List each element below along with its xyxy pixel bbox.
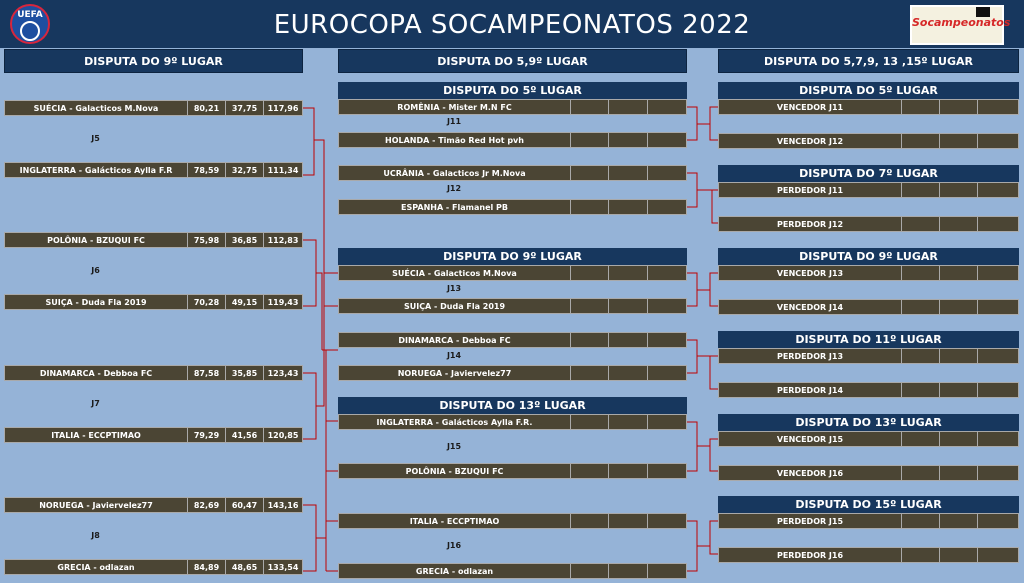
score-cell — [977, 547, 1019, 563]
score-2: 35,85 — [225, 365, 263, 381]
team-name: NORUEGA - Javiervelez77 — [338, 365, 570, 381]
score-cell — [939, 299, 977, 315]
team-name: VENCEDOR J16 — [718, 465, 901, 481]
section-title: DISPUTA DO 7º LUGAR — [718, 165, 1019, 182]
connector-j5 — [303, 108, 314, 175]
score-1: 87,58 — [187, 365, 225, 381]
team-row — [718, 431, 1019, 447]
match-j13 — [338, 265, 687, 314]
team-row — [338, 563, 687, 579]
score-cell — [608, 563, 647, 579]
team-row — [4, 497, 303, 513]
score-cell — [608, 199, 647, 215]
section-title: DISPUTA DO 15º LUGAR — [718, 496, 1019, 513]
score-2: 37,75 — [225, 100, 263, 116]
score-cell — [977, 182, 1019, 198]
score-total: 119,43 — [263, 294, 303, 310]
spacer — [718, 281, 1019, 299]
left-column-header: DISPUTA DO 9º LUGAR — [4, 49, 303, 73]
team-name: SUÉCIA - Galacticos M.Nova — [338, 265, 570, 281]
score-cell — [901, 99, 939, 115]
connector-j7 — [303, 373, 316, 439]
score-cell — [570, 165, 608, 181]
team-name: POLÔNIA - BZUQUI FC — [338, 463, 570, 479]
team-name: PERDEDOR J12 — [718, 216, 901, 232]
team-row — [338, 414, 687, 430]
score-cell — [939, 465, 977, 481]
team-name: GRECIA - odlazan — [4, 559, 187, 575]
score-cell — [939, 216, 977, 232]
section-title: DISPUTA DO 5º LUGAR — [718, 82, 1019, 99]
score-cell — [977, 216, 1019, 232]
team-name: ROMÊNIA - Mister M.N FC — [338, 99, 570, 115]
page-title: EUROCOPA SOCAMPEONATOS 2022 — [273, 10, 751, 40]
final-9th-place — [718, 248, 1019, 315]
connector-j15 — [687, 422, 697, 471]
connector-j16-out — [697, 521, 718, 554]
score-cell — [647, 265, 687, 281]
match-label: J11 — [446, 117, 462, 126]
score-cell — [608, 99, 647, 115]
team-row — [4, 294, 303, 310]
score-cell — [901, 216, 939, 232]
match-j12 — [338, 165, 687, 215]
score-cell — [939, 99, 977, 115]
spacer — [718, 198, 1019, 216]
score-cell — [647, 365, 687, 381]
team-name: PERDEDOR J13 — [718, 348, 901, 364]
match-j16 — [338, 513, 687, 579]
match-label: J5 — [91, 134, 100, 143]
team-name: VENCEDOR J14 — [718, 299, 901, 315]
score-2: 36,85 — [225, 232, 263, 248]
score-cell — [977, 348, 1019, 364]
team-row — [338, 463, 687, 479]
team-row — [4, 162, 303, 178]
team-row — [4, 232, 303, 248]
match-label: J15 — [446, 442, 462, 451]
connector-j11-out — [697, 107, 718, 140]
final-15th-place — [718, 496, 1019, 563]
match-j15 — [338, 414, 687, 479]
match-label: J7 — [91, 399, 100, 408]
score-cell — [570, 298, 608, 314]
team-name: ITALIA - ECCPTIMAO — [338, 513, 570, 529]
team-name: PERDEDOR J16 — [718, 547, 901, 563]
match-label: J8 — [91, 531, 100, 540]
score-cell — [939, 133, 977, 149]
team-row — [718, 513, 1019, 529]
match-label: J16 — [446, 541, 462, 550]
team-row — [718, 348, 1019, 364]
score-cell — [901, 431, 939, 447]
score-cell — [570, 265, 608, 281]
score-cell — [939, 513, 977, 529]
team-row — [4, 100, 303, 116]
connector-j13-out — [697, 273, 718, 306]
team-name: INGLATERRA - Galácticos Aylla F.R. — [338, 414, 570, 430]
score-cell — [608, 265, 647, 281]
score-cell — [901, 547, 939, 563]
score-cell — [939, 265, 977, 281]
match-label: J12 — [446, 184, 462, 193]
connector-j13 — [687, 273, 697, 306]
connector-j12-out — [697, 190, 718, 223]
score-1: 70,28 — [187, 294, 225, 310]
section-title: DISPUTA DO 9º LUGAR — [338, 248, 687, 265]
team-row — [718, 265, 1019, 281]
team-row — [718, 465, 1019, 481]
score-cell — [901, 382, 939, 398]
score-cell — [939, 348, 977, 364]
score-cell — [977, 299, 1019, 315]
spacer — [718, 115, 1019, 133]
score-cell — [939, 547, 977, 563]
score-cell — [901, 465, 939, 481]
score-cell — [901, 299, 939, 315]
section-title: DISPUTA DO 13º LUGAR — [338, 397, 687, 414]
connector-j11 — [687, 107, 697, 140]
score-cell — [901, 265, 939, 281]
score-cell — [901, 348, 939, 364]
score-cell — [939, 382, 977, 398]
score-cell — [977, 265, 1019, 281]
connector-j6-out — [316, 273, 322, 350]
team-name: PERDEDOR J15 — [718, 513, 901, 529]
team-name: SUIÇA - Duda Fla 2019 — [338, 298, 570, 314]
team-name: POLÔNIA - BZUQUI FC — [4, 232, 187, 248]
team-name: INGLATERRA - Galácticos Aylla F.R — [4, 162, 187, 178]
score-cell — [570, 99, 608, 115]
score-total: 123,43 — [263, 365, 303, 381]
score-cell — [647, 298, 687, 314]
team-name: ITALIA - ECCPTIMAO — [4, 427, 187, 443]
team-row — [718, 547, 1019, 563]
score-cell — [901, 133, 939, 149]
score-total: 143,16 — [263, 497, 303, 513]
score-cell — [608, 513, 647, 529]
team-row — [718, 216, 1019, 232]
match-j14 — [338, 332, 687, 381]
team-name: VENCEDOR J11 — [718, 99, 901, 115]
connector-j6 — [303, 240, 316, 306]
score-2: 32,75 — [225, 162, 263, 178]
score-cell — [939, 182, 977, 198]
spacer — [718, 447, 1019, 465]
connector-j14-out — [697, 356, 718, 389]
team-name: VENCEDOR J12 — [718, 133, 901, 149]
score-1: 78,59 — [187, 162, 225, 178]
connector-j12 — [687, 173, 697, 207]
team-row — [338, 298, 687, 314]
team-row — [338, 99, 687, 115]
score-cell — [570, 332, 608, 348]
score-cell — [608, 414, 647, 430]
section-title: DISPUTA DO 13º LUGAR — [718, 414, 1019, 431]
team-name: PERDEDOR J14 — [718, 382, 901, 398]
score-cell — [608, 365, 647, 381]
connector-j8 — [303, 505, 316, 571]
team-row — [338, 332, 687, 348]
team-name: GRECIA - odlazan — [338, 563, 570, 579]
score-1: 79,29 — [187, 427, 225, 443]
score-cell — [647, 463, 687, 479]
team-name: NORUEGA - Javiervelez77 — [4, 497, 187, 513]
team-name: ESPANHA - Flamanel PB — [338, 199, 570, 215]
score-1: 84,89 — [187, 559, 225, 575]
team-row — [338, 265, 687, 281]
team-name: SUÉCIA - Galacticos M.Nova — [4, 100, 187, 116]
score-total: 117,96 — [263, 100, 303, 116]
score-cell — [901, 182, 939, 198]
team-name: HOLANDA - Timão Red Hot pvh — [338, 132, 570, 148]
match-label: J13 — [446, 284, 462, 293]
team-row — [338, 132, 687, 148]
middle-column-header: DISPUTA DO 5,9º LUGAR — [338, 49, 687, 73]
score-cell — [570, 199, 608, 215]
match-j7 — [4, 365, 303, 443]
connector-j15-out — [697, 439, 718, 471]
team-name: PERDEDOR J11 — [718, 182, 901, 198]
team-row — [718, 299, 1019, 315]
section-title: DISPUTA DO 9º LUGAR — [718, 248, 1019, 265]
score-total: 133,54 — [263, 559, 303, 575]
team-name: VENCEDOR J15 — [718, 431, 901, 447]
score-cell — [977, 133, 1019, 149]
team-row — [338, 365, 687, 381]
score-cell — [570, 132, 608, 148]
section-title: DISPUTA DO 11º LUGAR — [718, 331, 1019, 348]
score-cell — [608, 132, 647, 148]
team-row — [338, 165, 687, 181]
score-cell — [647, 132, 687, 148]
team-row — [718, 99, 1019, 115]
connector-j16 — [687, 521, 697, 571]
final-11th-place — [718, 331, 1019, 398]
team-row — [4, 427, 303, 443]
score-cell — [570, 563, 608, 579]
score-total: 111,34 — [263, 162, 303, 178]
score-total: 112,83 — [263, 232, 303, 248]
score-cell — [608, 165, 647, 181]
score-cell — [570, 463, 608, 479]
spacer — [718, 364, 1019, 382]
match-j5 — [4, 100, 303, 178]
team-row — [718, 382, 1019, 398]
team-name: UCRÂNIA - Galacticos Jr M.Nova — [338, 165, 570, 181]
score-2: 49,15 — [225, 294, 263, 310]
match-label: J14 — [446, 351, 462, 360]
score-2: 60,47 — [225, 497, 263, 513]
score-cell — [608, 463, 647, 479]
score-cell — [647, 99, 687, 115]
score-cell — [570, 414, 608, 430]
score-cell — [977, 513, 1019, 529]
score-cell — [647, 165, 687, 181]
team-row — [338, 199, 687, 215]
logo-text: Socampeonatos — [912, 16, 1011, 29]
score-1: 80,21 — [187, 100, 225, 116]
score-cell — [647, 513, 687, 529]
team-name: DINAMARCA - Debboa FC — [4, 365, 187, 381]
team-row — [4, 365, 303, 381]
team-name: DINAMARCA - Debboa FC — [338, 332, 570, 348]
team-row — [718, 182, 1019, 198]
score-cell — [647, 414, 687, 430]
score-cell — [977, 431, 1019, 447]
final-7th-place — [718, 165, 1019, 232]
team-row — [718, 133, 1019, 149]
score-cell — [570, 365, 608, 381]
match-j11 — [338, 99, 687, 148]
score-cell — [608, 332, 647, 348]
score-cell — [647, 332, 687, 348]
score-cell — [977, 465, 1019, 481]
score-cell — [647, 563, 687, 579]
score-cell — [939, 431, 977, 447]
team-row — [4, 559, 303, 575]
right-column-header: DISPUTA DO 5,7,9, 13 ,15º LUGAR — [718, 49, 1019, 73]
score-cell — [901, 513, 939, 529]
connector-j7-out — [316, 350, 324, 406]
score-cell — [608, 298, 647, 314]
score-cell — [570, 513, 608, 529]
final-13th-place — [718, 414, 1019, 481]
score-1: 82,69 — [187, 497, 225, 513]
match-j6 — [4, 232, 303, 310]
match-j8 — [4, 497, 303, 575]
uefa-logo-text: UEFA — [17, 10, 43, 20]
section-title: DISPUTA DO 5º LUGAR — [338, 82, 687, 99]
spacer — [718, 529, 1019, 547]
connector-j14 — [687, 340, 697, 373]
score-cell — [647, 199, 687, 215]
team-name: VENCEDOR J13 — [718, 265, 901, 281]
score-cell — [977, 99, 1019, 115]
match-label: J6 — [91, 266, 100, 275]
score-2: 48,65 — [225, 559, 263, 575]
score-cell — [977, 382, 1019, 398]
team-row — [338, 513, 687, 529]
score-total: 120,85 — [263, 427, 303, 443]
score-1: 75,98 — [187, 232, 225, 248]
final-5th-place — [718, 82, 1019, 149]
team-name: SUIÇA - Duda Fla 2019 — [4, 294, 187, 310]
score-2: 41,56 — [225, 427, 263, 443]
